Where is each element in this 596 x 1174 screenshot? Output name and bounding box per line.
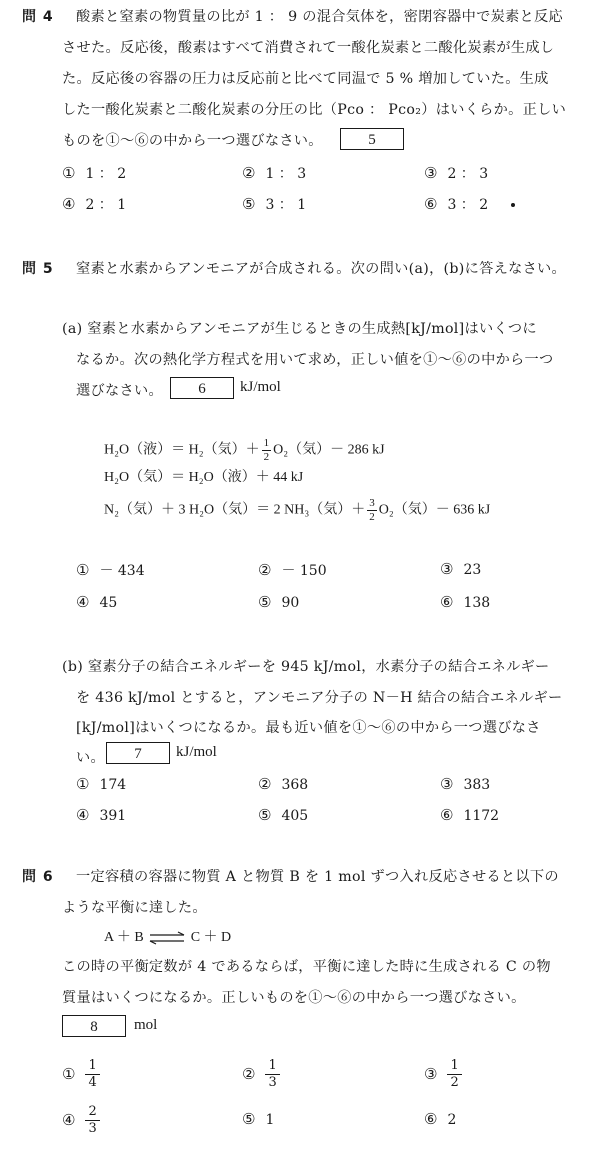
q4-choice-3[interactable]: [424, 163, 488, 183]
q5a-choice-6[interactable]: [440, 593, 490, 611]
choice-value: 3 ： 2: [447, 197, 489, 213]
choice-value: 2: [447, 1112, 457, 1128]
thermo-equation-2: H₂O（気）＝ H₂O（液）＋ 44 kJ: [104, 470, 304, 485]
eq1-fraction-numerator: 1: [263, 437, 270, 449]
reaction-products: C ＋ D: [190, 930, 232, 945]
eq1-left: H₂O（液）＝ H₂（気）＋: [104, 442, 260, 458]
q6-choice-3[interactable]: [424, 1058, 462, 1091]
stray-mark-dot: [511, 203, 515, 207]
choice-value: － 434: [99, 563, 145, 579]
question-4-text-line-5: ものを①～⑥の中から一つ選びなさい。: [62, 133, 323, 149]
q5a-choice-1[interactable]: [76, 560, 145, 580]
question-5b-text-line-4: い。: [76, 750, 105, 766]
question-5b-text-line-1: (b) 窒素分子の結合エネルギーを 945 kJ/mol，水素分子の結合エネルギー: [62, 659, 550, 675]
q5b-choice-6[interactable]: [440, 806, 499, 824]
q5a-choice-2[interactable]: [258, 560, 327, 580]
answer-box-5[interactable]: 5: [340, 128, 404, 150]
choice-number: ①: [76, 775, 90, 793]
q5b-choice-2[interactable]: [258, 775, 308, 793]
q4-choice-6[interactable]: [424, 194, 488, 214]
question-5a-text-line-2: なるか。次の熱化学方程式を用いて求め，正しい値を①～⑥の中から一つ: [76, 352, 554, 368]
eq1-fraction-denominator: 2: [263, 451, 270, 463]
q5b-choice-3[interactable]: [440, 775, 490, 793]
question-6-text-line-4: 質量はいくつになるか。正しいものを①～⑥の中から一つ選びなさい。: [62, 990, 526, 1006]
q5a-choice-5[interactable]: [258, 593, 299, 611]
question-4-text-line-1: 酸素と窒素の物質量の比が 1 ： 9 の混合気体を，密閉容器中で炭素と反応: [76, 9, 564, 25]
fraction-denominator: 2: [447, 1074, 461, 1091]
choice-number: ②: [242, 164, 256, 182]
choice-value: 1: [265, 1112, 275, 1128]
question-4-label: 問 4: [22, 9, 54, 25]
q5b-choice-5[interactable]: [258, 806, 308, 824]
answer-6-unit: kJ/mol: [240, 379, 281, 395]
choice-fraction: [447, 1058, 461, 1091]
choice-value: 2 ： 3: [447, 166, 489, 182]
thermo-equation-3: [104, 497, 490, 524]
q6-choice-1[interactable]: [62, 1058, 100, 1091]
question-5b-text-line-2: を 436 kJ/mol とすると，アンモニア分子の N－H 結合の結合エネルギー: [76, 690, 563, 706]
q5b-choice-4[interactable]: [76, 806, 126, 824]
choice-value: 3 ： 1: [265, 197, 307, 213]
question-4-text-line-3: た。反応後の容器の圧力は反応前と比べて同温で 5 % 増加していた。生成: [62, 71, 549, 87]
choice-number: ①: [76, 561, 90, 579]
reaction-reactants: A ＋ B: [104, 930, 144, 945]
eq1-right: O₂（気）－ 286 kJ: [273, 442, 385, 458]
fraction-denominator: 3: [265, 1074, 279, 1091]
fraction-denominator: 3: [85, 1120, 99, 1137]
choice-number: ②: [258, 775, 272, 793]
answer-7-unit: kJ/mol: [176, 744, 217, 760]
fraction-numerator: 1: [268, 1058, 277, 1073]
fraction-numerator: 1: [450, 1058, 459, 1073]
choice-value: 23: [463, 562, 482, 578]
q4-choice-5[interactable]: [242, 194, 306, 214]
choice-value: 138: [463, 595, 491, 611]
question-6-text-line-1: 一定容積の容器に物質 A と物質 B を 1 mol ずつ入れ反応させると以下の: [76, 869, 559, 885]
choice-number: ③: [440, 775, 454, 793]
choice-value: 368: [281, 777, 309, 793]
choice-fraction: [85, 1058, 99, 1091]
thermo-equation-1: [104, 437, 385, 464]
choice-number: ②: [258, 561, 272, 579]
fraction-numerator: 1: [88, 1058, 97, 1073]
q5b-choice-1[interactable]: [76, 775, 126, 793]
question-6-text-line-3: この時の平衡定数が 4 であるならば，平衡に達した時に生成される C の物: [62, 959, 551, 975]
answer-box-7[interactable]: 7: [106, 742, 170, 764]
q4-choice-2[interactable]: [242, 163, 306, 183]
q4-choice-1[interactable]: [62, 163, 126, 183]
question-5a-text-line-1: (a) 窒素と水素からアンモニアが生じるときの生成熱[kJ/mol]はいくつに: [62, 321, 537, 337]
q6-choice-6[interactable]: [424, 1110, 456, 1128]
eq3-left: N₂（気）＋ 3 H₂O（気）＝ 2 NH₃（気）＋: [104, 502, 366, 518]
choice-number: ⑤: [242, 1110, 256, 1128]
question-4-text-line-4: した一酸化炭素と二酸化炭素の分圧の比（Pco ： Pco₂）はいくらか。正しい: [62, 102, 567, 118]
eq3-right: O₂（気）－ 636 kJ: [378, 502, 491, 518]
q4-choice-4[interactable]: [62, 194, 126, 214]
eq3-fraction-denominator: 2: [369, 511, 375, 523]
choice-value: 405: [281, 808, 309, 824]
choice-number: ①: [62, 1064, 76, 1083]
choice-number: ⑥: [424, 195, 438, 213]
q6-choice-2[interactable]: [242, 1058, 280, 1091]
question-4-text-line-2: させた。反応後，酸素はすべて消費されて一酸化炭素と二酸化炭素が生成し: [62, 40, 555, 56]
choice-value: 45: [99, 595, 118, 611]
q5a-choice-4[interactable]: [76, 593, 117, 611]
choice-number: ④: [62, 1110, 76, 1129]
q5a-choice-3[interactable]: [440, 560, 481, 578]
choice-number: ④: [62, 195, 76, 213]
choice-number: ③: [424, 1064, 438, 1083]
choice-number: ④: [76, 593, 90, 611]
choice-value: 1 ： 2: [85, 166, 127, 182]
choice-value: 391: [99, 808, 127, 824]
question-5b-text-line-3: [kJ/mol]はいくつになるか。最も近い値を①～⑥の中から一つ選びなさ: [76, 720, 541, 736]
choice-number: ⑥: [440, 806, 454, 824]
choice-number: ⑥: [440, 593, 454, 611]
choice-number: ③: [424, 164, 438, 182]
eq3-fraction-numerator: 3: [369, 497, 375, 509]
fraction-denominator: 4: [85, 1074, 99, 1091]
choice-number: ③: [440, 560, 454, 578]
answer-box-8[interactable]: 8: [62, 1015, 126, 1037]
choice-value: 1172: [463, 808, 500, 824]
fraction-numerator: 2: [88, 1104, 97, 1119]
answer-8-unit: mol: [134, 1017, 158, 1033]
choice-value: 2 ： 1: [85, 197, 127, 213]
choice-number: ④: [76, 806, 90, 824]
q6-choice-4[interactable]: [62, 1104, 100, 1137]
choice-number: ②: [242, 1064, 256, 1083]
choice-value: 383: [463, 777, 491, 793]
question-6-label: 問 6: [22, 869, 54, 885]
equilibrium-arrow-icon: [147, 931, 187, 945]
equilibrium-reaction: [104, 926, 231, 946]
choice-fraction: [265, 1058, 279, 1091]
eq1-fraction: [262, 437, 272, 464]
choice-number: ⑤: [258, 593, 272, 611]
eq3-fraction: [367, 497, 377, 524]
choice-number: ①: [62, 164, 76, 182]
choice-value: 90: [281, 595, 300, 611]
question-5a-text-line-3: 選びなさい。: [76, 383, 163, 399]
question-6-text-line-2: ような平衡に達した。: [62, 900, 207, 916]
choice-number: ⑤: [258, 806, 272, 824]
choice-number: ⑥: [424, 1110, 438, 1128]
q6-choice-5[interactable]: [242, 1110, 274, 1128]
choice-number: ⑤: [242, 195, 256, 213]
choice-fraction: [85, 1104, 99, 1137]
answer-box-6[interactable]: 6: [170, 377, 234, 399]
choice-value: 1 ： 3: [265, 166, 307, 182]
choice-value: － 150: [281, 563, 327, 579]
choice-value: 174: [99, 777, 127, 793]
question-5-intro: 窒素と水素からアンモニアが合成される。次の問い(a)，(b)に答えなさい。: [76, 261, 567, 277]
question-5-label: 問 5: [22, 261, 54, 277]
